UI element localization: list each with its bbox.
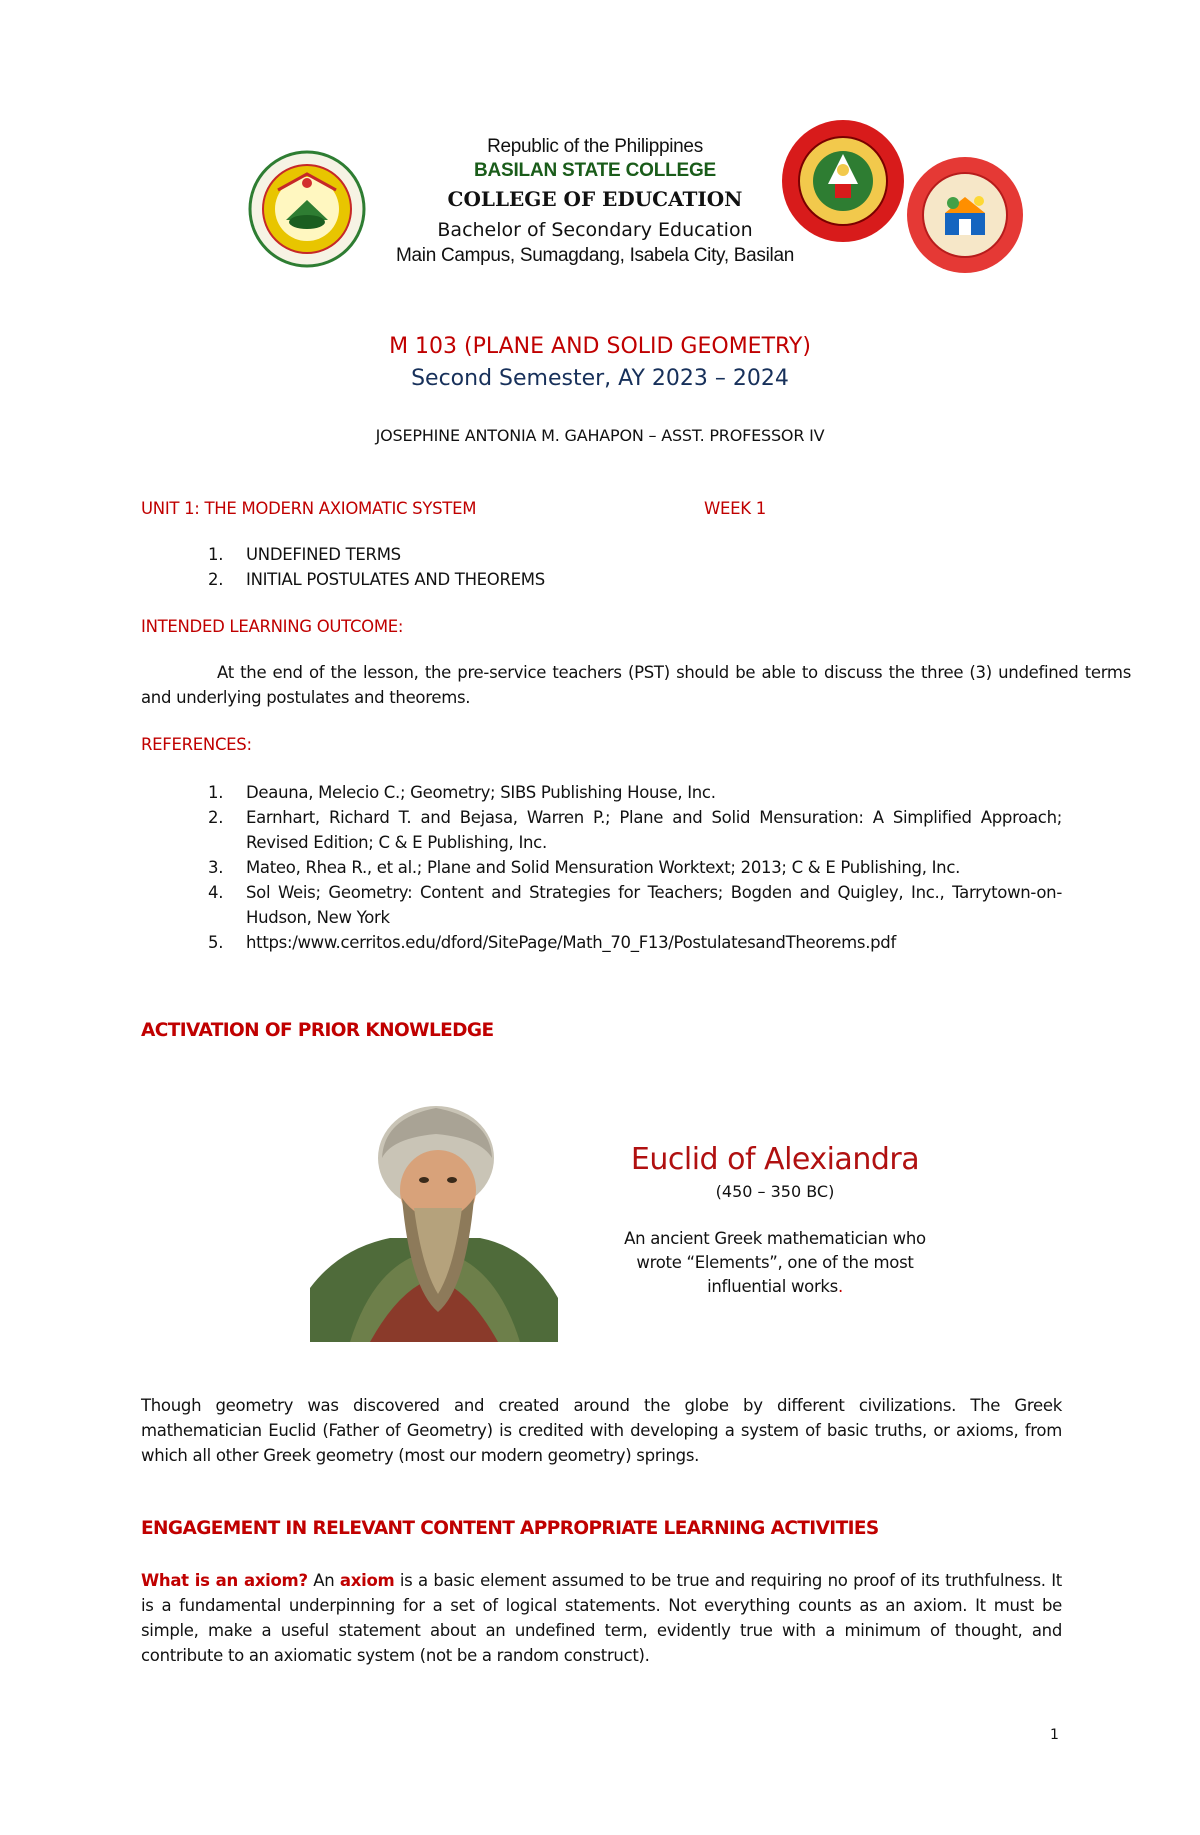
topic-list: [141, 542, 1061, 592]
list-item: [141, 930, 1062, 955]
list-item: [141, 780, 1062, 805]
department-name: COLLEGE OF EDUCATION: [447, 187, 743, 211]
basilan-state-college-logo: [248, 150, 366, 268]
reference-text: Sol Weis; Geometry: Content and Strategies for Teachers; Bogden and Quigley, Inc., Tarrytown-on-Hudson, New York: [246, 883, 1062, 927]
list-number: 3.: [208, 858, 224, 877]
bachelor-of-secondary-education-logo: [905, 155, 1025, 275]
list-item: [141, 805, 1062, 855]
list-number: 2.: [208, 570, 224, 589]
euclid-description: [600, 1227, 950, 1299]
college-name: BASILAN STATE COLLEGE: [473, 160, 717, 181]
axiom-term: axiom: [339, 1571, 395, 1590]
engagement-heading: ENGAGEMENT IN RELEVANT CONTENT APPROPRIATE LEARNING ACTIVITIES: [141, 1518, 879, 1539]
list-item: [141, 542, 1061, 567]
page-number: 1: [1050, 1727, 1059, 1743]
axiom-question: What is an axiom?: [141, 1571, 308, 1590]
topic-text: INITIAL POSTULATES AND THEOREMS: [246, 570, 545, 589]
list-item: [141, 880, 1062, 930]
activation-heading: ACTIVATION OF PRIOR KNOWLEDGE: [141, 1020, 494, 1041]
description-text: An ancient Greek mathematician who wrote “Elements”, one of the most influential works: [624, 1229, 926, 1296]
topic-text: UNDEFINED TERMS: [246, 545, 401, 564]
axiom-definition: is a basic element assumed to be true and requiring no proof of its truthfulness. It is a fundamental underpinning for a set of logical statements. Not everything counts as an axiom. It must be simple, make a useful statement about an undefined term, evidently true with a minimum of thought, and contribute to an axiomatic system (not be a random construct).: [141, 1571, 1062, 1665]
reference-text: Earnhart, Richard T. and Bejasa, Warren P.; Plane and Solid Mensuration: A Simplified Approach; Revised Edition; C & E Publishing, Inc.: [246, 808, 1062, 852]
references-heading: REFERENCES:: [141, 735, 252, 754]
ilo-body: At the end of the lesson, the pre-service teachers (PST) should be able to discuss the three (3) undefined terms and underlying postulates and theorems.: [141, 663, 1131, 707]
campus-address: Main Campus, Sumagdang, Isabela City, Basilan: [395, 245, 795, 266]
reference-link[interactable]: https:/www.cerritos.edu/dford/SitePage/Math_70_F13/PostulatesandTheorems.pdf: [246, 933, 896, 952]
description-period: .: [837, 1277, 843, 1296]
list-number: 1.: [208, 783, 224, 802]
course-title: M 103 (PLANE AND SOLID GEOMETRY): [389, 334, 811, 359]
axiom-paragraph: [141, 1568, 1062, 1668]
semester: Second Semester, AY 2023 – 2024: [411, 366, 789, 391]
week-label: WEEK 1: [704, 499, 766, 518]
unit-label: UNIT 1: THE MODERN AXIOMATIC SYSTEM: [141, 499, 477, 518]
list-item: [141, 567, 1061, 592]
euclid-dates: (450 – 350 BC): [715, 1182, 835, 1201]
list-item: [141, 855, 1062, 880]
list-number: 4.: [208, 883, 224, 902]
axiom-lead: An: [307, 1571, 340, 1590]
euclid-portrait: [310, 1098, 558, 1342]
instructor: JOSEPHINE ANTONIA M. GAHAPON – ASST. PROFESSOR IV: [375, 426, 825, 445]
reference-list: [141, 780, 1062, 955]
list-number: 2.: [208, 808, 224, 827]
list-number: 1.: [208, 545, 224, 564]
program-name: Bachelor of Secondary Education: [437, 219, 753, 241]
ilo-heading: INTENDED LEARNING OUTCOME:: [141, 617, 404, 636]
reference-text: Mateo, Rhea R., et al.; Plane and Solid Mensuration Worktext; 2013; C & E Publishing, Inc.: [246, 858, 961, 877]
republic-line: Republic of the Philippines: [487, 136, 703, 157]
reference-text: Deauna, Melecio C.; Geometry; SIBS Publishing House, Inc.: [246, 783, 716, 802]
euclid-name: Euclid of Alexiandra: [630, 1142, 920, 1177]
list-number: 5.: [208, 933, 224, 952]
ilo-text: [141, 660, 1131, 710]
activation-paragraph: Though geometry was discovered and created around the globe by different civilizations. The Greek mathematician Euclid (Father of Geometry) is credited with developing a system of basic truths, or axioms, from which all other Greek geometry (most our modern geometry) springs.: [141, 1396, 1062, 1465]
